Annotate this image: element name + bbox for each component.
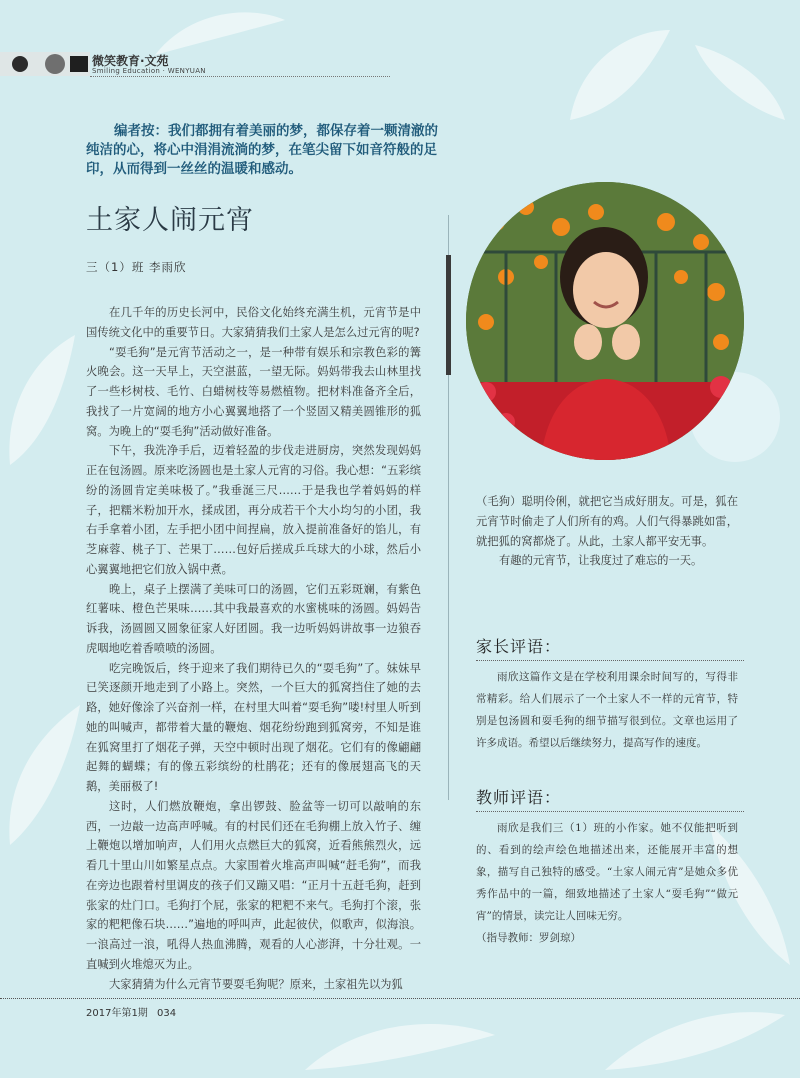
paragraph: 下午，我洗净手后，迈着轻盈的步伐走进厨房，突然发现妈妈正在包汤圆。原来吃汤圆也是土家人元宵的习俗。我心想：“五彩缤纷的汤圆肯定美味极了。”我垂涎三尺……于是我也学着妈妈的样子，把糯米粉加开水，揉成团，再分成若干个大小均匀的小团，我右手拿着小团，左手把小团中间捏扁，放入提前准备好的馅儿，有芝麻蓉、桃子丁、芒果丁……包好后搓成乒乓球大的小球，然后小心翼翼地把它们放入锅中煮。 [86, 444, 421, 576]
footer [86, 1004, 176, 1019]
feather-decoration [300, 1010, 500, 1078]
column-divider-accent [446, 255, 451, 375]
parent-comment [476, 666, 738, 754]
paragraph: 大家猜猜为什么元宵节要耍毛狗呢？原来，土家祖先以为狐 [109, 977, 403, 991]
teacher-comment-text: 雨欣是我们三（1）班的小作家。她不仅能把听到的、看到的绘声绘色地描述出来，还能展开丰富的想象，描写自己独特的感受。“土家人闹元宵”是她众多优秀作品中的一篇，细致地描述了土家人“耍毛狗”“做元宵”的情景，读完让人回味无穷。 [476, 822, 738, 922]
article-body-left [86, 303, 421, 994]
paragraph: （毛狗）聪明伶俐，就把它当成好朋友。可是，狐在元宵节时偷走了人们所有的鸡。人们气得暴跳如雷，就把狐的窝都烧了。从此，土家人都平安无事。 [476, 495, 738, 548]
teacher-comment [476, 817, 738, 949]
feather-decoration [560, 20, 680, 130]
teacher-comment-divider [476, 811, 744, 812]
article-title: 土家人闹元宵 [86, 205, 254, 236]
editor-note: 编者按：我们都拥有着美丽的梦，都保存着一颗清澈的纯洁的心，将心中涓涓流淌的梦，在笔尖留下如音符般的足印，从而得到一丝丝的温暖和感动。 [86, 123, 438, 177]
article-body-right [476, 492, 738, 571]
parent-comment-divider [476, 660, 744, 661]
feather-decoration [690, 40, 790, 130]
teacher-comment-heading: 教师评语： [476, 788, 562, 807]
paragraph: 在几千年的历史长河中，民俗文化始终充满生机，元宵节是中国传统文化中的重要节日。大家猜猜我们土家人是怎么过元宵的呢? [86, 306, 421, 339]
page-number: 034 [157, 1008, 177, 1019]
feather-decoration [150, 0, 290, 60]
section-title: 微笑教育·文苑 [92, 54, 169, 68]
author-photo [466, 182, 744, 460]
teacher-signature: （指导教师：罗剑琼） [476, 932, 581, 944]
section-subtitle: Smiling Education · WENYUAN [92, 67, 206, 75]
paragraph: 有趣的元宵节，让我度过了难忘的一天。 [499, 554, 703, 568]
paragraph: 吃完晚饭后，终于迎来了我们期待已久的“耍毛狗”了。妹妹早已笑逐颜开地走到了小路上。突然，一个巨大的狐窝挡住了她的去路，她好像涂了兴奋剂一样，在村里大叫着“耍毛狗”喽!村里人听到她的叫喊声，都带着大量的鞭炮、烟花纷纷跑到狐窝旁，不知是谁在狐窝里打了烟花子弹，天空中顿时出现了烟花。它们有的像翩翩起舞的蝴蝶；有的像五彩缤纷的杜鹃花；还有的像展翅高飞的天鹅，美丽极了! [86, 661, 421, 793]
paragraph: 这时，人们燃放鞭炮，拿出锣鼓、脸盆等一切可以敲响的东西，一边敲一边高声呼喊。有的村民们还在毛狗棚上放入竹子、缠上鞭炮以增加响声，人们用火点燃巨大的狐窝，近看熊熊烈火，远看几十里山川如繁星点点。大家围着火堆高声叫喊“赶毛狗”，而我在旁边也跟着村里调皮的孩子们又蹦又唱：“正月十五赶毛狗，赶到张家的灶门口。毛狗打个屁，张家的粑粑不来气。毛狗打个滚，张家的粑粑像石块……”遍地的呼叫声，此起彼伏，似歌声，似海浪。一浪高过一浪，吼得人热血沸腾，观看的人心澎湃，十分壮观。一直喊到火堆熄灭为止。 [86, 799, 421, 971]
parent-comment-heading: 家长评语： [476, 637, 562, 656]
parent-comment-text: 雨欣这篇作文是在学校利用课余时间写的，写得非常精彩。给人们展示了一个土家人不一样的元宵节，特别是包汤圆和耍毛狗的细节描写很到位。文章也运用了许多成语。希望以后继续努力，提高写作的速度。 [476, 671, 738, 749]
feather-decoration [600, 1000, 790, 1078]
feather-decoration [0, 700, 85, 850]
header-divider [90, 76, 390, 77]
header-photo-strip [0, 52, 90, 76]
paragraph: “耍毛狗”是元宵节活动之一，是一种带有娱乐和宗教色彩的篝火晚会。这一天早上，天空湛蓝，一望无际。妈妈带我去山林里找了一些杉树枝、毛竹、白蜡树枝等易燃植物。把材料准备齐全后，我找了一片宽阔的地方小心翼翼地搭了一个竖固又精美圆锥形的狐窝。为晚上的“耍毛狗”活动做好准备。 [86, 345, 421, 438]
article-author: 三（1）班 李雨欣 [86, 260, 187, 274]
footer-divider [0, 998, 800, 999]
feather-decoration [0, 330, 80, 470]
paragraph: 晚上，桌子上摆满了美味可口的汤圆，它们五彩斑斓，有紫色红薯味、橙色芒果味……其中我最喜欢的水蜜桃味的汤圆。妈妈告诉我，汤圆圆又圆象征家人好团圆。我一边听妈妈讲故事一边狼吞虎咽地吃着香喷喷的汤圆。 [86, 582, 421, 655]
author-photo-illustration [466, 182, 744, 460]
issue-label: 2017年第1期 [86, 1008, 148, 1019]
